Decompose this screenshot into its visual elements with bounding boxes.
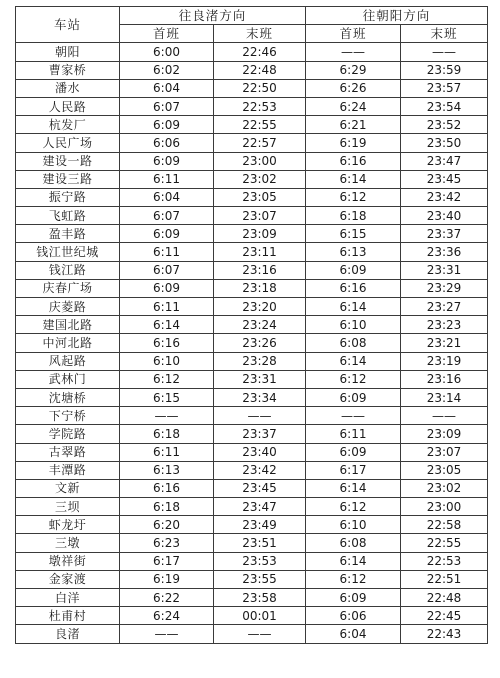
liangzhu-first-train-time: 6:04 bbox=[120, 79, 214, 97]
chaoyang-first-train-time: 6:08 bbox=[306, 334, 401, 352]
liangzhu-first-train-time: 6:09 bbox=[120, 225, 214, 243]
station-name: 飞虹路 bbox=[16, 207, 120, 225]
chaoyang-last-train-time: 23:29 bbox=[401, 279, 488, 297]
chaoyang-last-train-time: 23:14 bbox=[401, 388, 488, 406]
chaoyang-first-train-time: 6:19 bbox=[306, 134, 401, 152]
liangzhu-first-train-header: 首班 bbox=[120, 25, 214, 43]
liangzhu-last-train-time: 23:55 bbox=[214, 570, 306, 588]
liangzhu-first-train-time: 6:09 bbox=[120, 279, 214, 297]
chaoyang-last-train-time: 23:59 bbox=[401, 61, 488, 79]
chaoyang-first-train-time: 6:13 bbox=[306, 243, 401, 261]
chaoyang-last-train-time: 22:55 bbox=[401, 534, 488, 552]
chaoyang-first-train-time: 6:15 bbox=[306, 225, 401, 243]
table-row bbox=[16, 116, 488, 134]
table-row bbox=[16, 352, 488, 370]
liangzhu-first-train-time: 6:16 bbox=[120, 334, 214, 352]
table-row bbox=[16, 188, 488, 206]
chaoyang-last-train-time: 23:07 bbox=[401, 443, 488, 461]
liangzhu-last-train-time: 22:48 bbox=[214, 61, 306, 79]
liangzhu-last-train-time: 23:37 bbox=[214, 425, 306, 443]
chaoyang-first-train-time: 6:09 bbox=[306, 589, 401, 607]
direction-chaoyang-header: 往朝阳方向 bbox=[306, 7, 488, 25]
station-name: 丰潭路 bbox=[16, 461, 120, 479]
station-name: 文新 bbox=[16, 479, 120, 497]
liangzhu-first-train-time: 6:18 bbox=[120, 498, 214, 516]
liangzhu-first-train-time: 6:07 bbox=[120, 97, 214, 115]
chaoyang-first-train-time: 6:10 bbox=[306, 516, 401, 534]
station-name: 杜甫村 bbox=[16, 607, 120, 625]
station-name: 曹家桥 bbox=[16, 61, 120, 79]
liangzhu-first-train-time: 6:00 bbox=[120, 43, 214, 61]
chaoyang-last-train-time: 23:54 bbox=[401, 97, 488, 115]
liangzhu-first-train-time: 6:11 bbox=[120, 443, 214, 461]
chaoyang-first-train-time: 6:18 bbox=[306, 207, 401, 225]
chaoyang-last-train-time: —— bbox=[401, 43, 488, 61]
liangzhu-last-train-time: —— bbox=[214, 407, 306, 425]
chaoyang-first-train-time: 6:11 bbox=[306, 425, 401, 443]
chaoyang-last-train-time: 23:00 bbox=[401, 498, 488, 516]
liangzhu-first-train-time: 6:18 bbox=[120, 425, 214, 443]
chaoyang-first-train-time: 6:12 bbox=[306, 370, 401, 388]
chaoyang-last-train-time: —— bbox=[401, 407, 488, 425]
table-row bbox=[16, 225, 488, 243]
liangzhu-last-train-time: 23:07 bbox=[214, 207, 306, 225]
station-name: 建设一路 bbox=[16, 152, 120, 170]
table-row bbox=[16, 43, 488, 61]
station-name: 沈塘桥 bbox=[16, 388, 120, 406]
liangzhu-last-train-time: 23:24 bbox=[214, 316, 306, 334]
liangzhu-first-train-time: 6:06 bbox=[120, 134, 214, 152]
liangzhu-first-train-time: —— bbox=[120, 625, 214, 643]
liangzhu-last-train-time: 23:31 bbox=[214, 370, 306, 388]
liangzhu-last-train-time: 23:58 bbox=[214, 589, 306, 607]
chaoyang-first-train-header: 首班 bbox=[306, 25, 401, 43]
table-row bbox=[16, 498, 488, 516]
chaoyang-last-train-time: 22:48 bbox=[401, 589, 488, 607]
station-name: 古翠路 bbox=[16, 443, 120, 461]
table-row bbox=[16, 207, 488, 225]
liangzhu-first-train-time: 6:11 bbox=[120, 243, 214, 261]
station-name: 庆春广场 bbox=[16, 279, 120, 297]
station-name: 庆菱路 bbox=[16, 298, 120, 316]
liangzhu-first-train-time: 6:11 bbox=[120, 170, 214, 188]
chaoyang-first-train-time: 6:14 bbox=[306, 352, 401, 370]
station-name: 潘水 bbox=[16, 79, 120, 97]
chaoyang-last-train-time: 23:23 bbox=[401, 316, 488, 334]
liangzhu-last-train-time: 23:02 bbox=[214, 170, 306, 188]
chaoyang-first-train-time: 6:21 bbox=[306, 116, 401, 134]
chaoyang-last-train-time: 23:45 bbox=[401, 170, 488, 188]
table-row bbox=[16, 152, 488, 170]
chaoyang-first-train-time: 6:14 bbox=[306, 479, 401, 497]
chaoyang-first-train-time: 6:10 bbox=[306, 316, 401, 334]
direction-liangzhu-header: 往良渚方向 bbox=[120, 7, 306, 25]
table-row bbox=[16, 298, 488, 316]
liangzhu-last-train-time: 23:47 bbox=[214, 498, 306, 516]
table-row bbox=[16, 388, 488, 406]
table-row bbox=[16, 552, 488, 570]
liangzhu-first-train-time: 6:02 bbox=[120, 61, 214, 79]
station-name: 风起路 bbox=[16, 352, 120, 370]
table-row bbox=[16, 279, 488, 297]
station-name: 朝阳 bbox=[16, 43, 120, 61]
chaoyang-first-train-time: 6:14 bbox=[306, 298, 401, 316]
liangzhu-last-train-time: 22:57 bbox=[214, 134, 306, 152]
table-row bbox=[16, 589, 488, 607]
station-name: 白洋 bbox=[16, 589, 120, 607]
liangzhu-last-train-time: 23:28 bbox=[214, 352, 306, 370]
liangzhu-last-train-time: 00:01 bbox=[214, 607, 306, 625]
chaoyang-last-train-time: 23:50 bbox=[401, 134, 488, 152]
table-row bbox=[16, 316, 488, 334]
station-name: 建国北路 bbox=[16, 316, 120, 334]
table-row bbox=[16, 334, 488, 352]
liangzhu-first-train-time: 6:22 bbox=[120, 589, 214, 607]
liangzhu-last-train-time: —— bbox=[214, 625, 306, 643]
chaoyang-first-train-time: 6:24 bbox=[306, 97, 401, 115]
chaoyang-last-train-time: 22:58 bbox=[401, 516, 488, 534]
table-row bbox=[16, 370, 488, 388]
chaoyang-first-train-time: 6:09 bbox=[306, 443, 401, 461]
timetable-body bbox=[16, 43, 488, 643]
liangzhu-first-train-time: 6:09 bbox=[120, 152, 214, 170]
station-name: 三坝 bbox=[16, 498, 120, 516]
chaoyang-first-train-time: 6:29 bbox=[306, 61, 401, 79]
liangzhu-last-train-time: 23:49 bbox=[214, 516, 306, 534]
chaoyang-first-train-time: 6:04 bbox=[306, 625, 401, 643]
chaoyang-first-train-time: —— bbox=[306, 407, 401, 425]
chaoyang-last-train-header: 末班 bbox=[401, 25, 488, 43]
station-name: 金家渡 bbox=[16, 570, 120, 588]
chaoyang-first-train-time: 6:09 bbox=[306, 261, 401, 279]
table-row bbox=[16, 261, 488, 279]
table-row bbox=[16, 407, 488, 425]
liangzhu-last-train-time: 22:53 bbox=[214, 97, 306, 115]
chaoyang-last-train-time: 23:47 bbox=[401, 152, 488, 170]
station-name: 武林门 bbox=[16, 370, 120, 388]
chaoyang-last-train-time: 22:53 bbox=[401, 552, 488, 570]
chaoyang-first-train-time: 6:08 bbox=[306, 534, 401, 552]
station-name: 杭发厂 bbox=[16, 116, 120, 134]
station-name: 良渚 bbox=[16, 625, 120, 643]
chaoyang-last-train-time: 23:05 bbox=[401, 461, 488, 479]
table-row bbox=[16, 479, 488, 497]
liangzhu-first-train-time: 6:11 bbox=[120, 298, 214, 316]
liangzhu-first-train-time: 6:07 bbox=[120, 207, 214, 225]
chaoyang-first-train-time: 6:14 bbox=[306, 170, 401, 188]
station-name: 钱江世纪城 bbox=[16, 243, 120, 261]
chaoyang-first-train-time: 6:26 bbox=[306, 79, 401, 97]
liangzhu-last-train-time: 23:40 bbox=[214, 443, 306, 461]
liangzhu-last-train-header: 末班 bbox=[214, 25, 306, 43]
table-row bbox=[16, 97, 488, 115]
liangzhu-first-train-time: 6:09 bbox=[120, 116, 214, 134]
liangzhu-first-train-time: 6:23 bbox=[120, 534, 214, 552]
liangzhu-first-train-time: 6:19 bbox=[120, 570, 214, 588]
chaoyang-last-train-time: 23:16 bbox=[401, 370, 488, 388]
liangzhu-first-train-time: 6:17 bbox=[120, 552, 214, 570]
chaoyang-first-train-time: 6:12 bbox=[306, 188, 401, 206]
station-name: 墩祥街 bbox=[16, 552, 120, 570]
liangzhu-last-train-time: 22:46 bbox=[214, 43, 306, 61]
station-name: 三墩 bbox=[16, 534, 120, 552]
liangzhu-last-train-time: 23:16 bbox=[214, 261, 306, 279]
liangzhu-last-train-time: 23:09 bbox=[214, 225, 306, 243]
station-name: 钱江路 bbox=[16, 261, 120, 279]
table-row bbox=[16, 443, 488, 461]
chaoyang-last-train-time: 23:27 bbox=[401, 298, 488, 316]
liangzhu-first-train-time: 6:14 bbox=[120, 316, 214, 334]
chaoyang-first-train-time: 6:06 bbox=[306, 607, 401, 625]
table-row bbox=[16, 134, 488, 152]
liangzhu-last-train-time: 23:53 bbox=[214, 552, 306, 570]
liangzhu-first-train-time: 6:16 bbox=[120, 479, 214, 497]
station-column-header: 车站 bbox=[16, 7, 120, 43]
chaoyang-last-train-time: 23:52 bbox=[401, 116, 488, 134]
station-name: 虾龙圩 bbox=[16, 516, 120, 534]
liangzhu-last-train-time: 22:50 bbox=[214, 79, 306, 97]
chaoyang-first-train-time: 6:12 bbox=[306, 570, 401, 588]
liangzhu-last-train-time: 23:26 bbox=[214, 334, 306, 352]
liangzhu-first-train-time: 6:12 bbox=[120, 370, 214, 388]
chaoyang-last-train-time: 23:09 bbox=[401, 425, 488, 443]
station-name: 中河北路 bbox=[16, 334, 120, 352]
station-name: 人民广场 bbox=[16, 134, 120, 152]
table-row bbox=[16, 625, 488, 643]
chaoyang-first-train-time: 6:09 bbox=[306, 388, 401, 406]
table-row bbox=[16, 570, 488, 588]
chaoyang-last-train-time: 23:02 bbox=[401, 479, 488, 497]
chaoyang-last-train-time: 23:19 bbox=[401, 352, 488, 370]
chaoyang-first-train-time: 6:16 bbox=[306, 279, 401, 297]
station-name: 人民路 bbox=[16, 97, 120, 115]
liangzhu-first-train-time: 6:13 bbox=[120, 461, 214, 479]
timetable bbox=[15, 6, 488, 644]
table-row bbox=[16, 243, 488, 261]
table-row bbox=[16, 170, 488, 188]
liangzhu-first-train-time: —— bbox=[120, 407, 214, 425]
chaoyang-last-train-time: 23:36 bbox=[401, 243, 488, 261]
chaoyang-first-train-time: 6:17 bbox=[306, 461, 401, 479]
chaoyang-last-train-time: 23:37 bbox=[401, 225, 488, 243]
liangzhu-last-train-time: 23:05 bbox=[214, 188, 306, 206]
station-name: 下宁桥 bbox=[16, 407, 120, 425]
chaoyang-first-train-time: 6:16 bbox=[306, 152, 401, 170]
chaoyang-last-train-time: 23:31 bbox=[401, 261, 488, 279]
chaoyang-first-train-time: —— bbox=[306, 43, 401, 61]
liangzhu-last-train-time: 23:20 bbox=[214, 298, 306, 316]
liangzhu-last-train-time: 23:51 bbox=[214, 534, 306, 552]
chaoyang-last-train-time: 23:57 bbox=[401, 79, 488, 97]
liangzhu-first-train-time: 6:04 bbox=[120, 188, 214, 206]
station-name: 建设三路 bbox=[16, 170, 120, 188]
station-name: 盈丰路 bbox=[16, 225, 120, 243]
station-name: 学院路 bbox=[16, 425, 120, 443]
liangzhu-last-train-time: 23:34 bbox=[214, 388, 306, 406]
liangzhu-last-train-time: 22:55 bbox=[214, 116, 306, 134]
liangzhu-first-train-time: 6:24 bbox=[120, 607, 214, 625]
chaoyang-last-train-time: 22:43 bbox=[401, 625, 488, 643]
liangzhu-last-train-time: 23:11 bbox=[214, 243, 306, 261]
chaoyang-first-train-time: 6:14 bbox=[306, 552, 401, 570]
liangzhu-first-train-time: 6:07 bbox=[120, 261, 214, 279]
table-row bbox=[16, 607, 488, 625]
table-row bbox=[16, 61, 488, 79]
liangzhu-last-train-time: 23:42 bbox=[214, 461, 306, 479]
liangzhu-last-train-time: 23:18 bbox=[214, 279, 306, 297]
header-row-directions bbox=[16, 7, 488, 25]
chaoyang-first-train-time: 6:12 bbox=[306, 498, 401, 516]
liangzhu-last-train-time: 23:45 bbox=[214, 479, 306, 497]
table-row bbox=[16, 534, 488, 552]
station-name: 振宁路 bbox=[16, 188, 120, 206]
liangzhu-first-train-time: 6:15 bbox=[120, 388, 214, 406]
chaoyang-last-train-time: 23:40 bbox=[401, 207, 488, 225]
chaoyang-last-train-time: 23:21 bbox=[401, 334, 488, 352]
chaoyang-last-train-time: 22:45 bbox=[401, 607, 488, 625]
table-row bbox=[16, 461, 488, 479]
liangzhu-first-train-time: 6:10 bbox=[120, 352, 214, 370]
liangzhu-last-train-time: 23:00 bbox=[214, 152, 306, 170]
chaoyang-last-train-time: 23:42 bbox=[401, 188, 488, 206]
table-row bbox=[16, 79, 488, 97]
table-row bbox=[16, 425, 488, 443]
table-row bbox=[16, 516, 488, 534]
liangzhu-first-train-time: 6:20 bbox=[120, 516, 214, 534]
chaoyang-last-train-time: 22:51 bbox=[401, 570, 488, 588]
timetable-header bbox=[16, 7, 488, 43]
